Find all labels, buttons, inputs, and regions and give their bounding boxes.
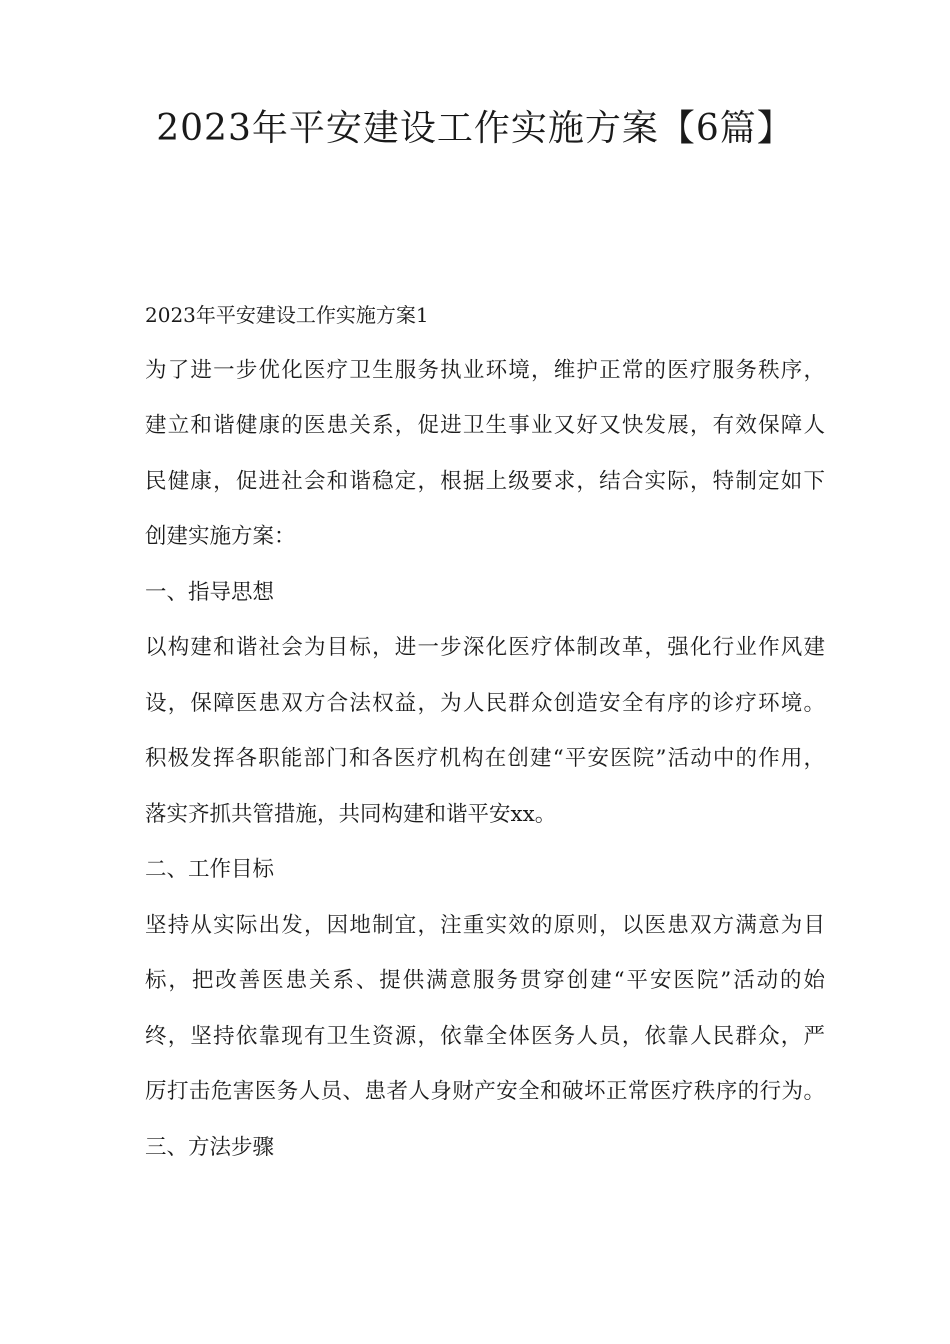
paragraph-line: 终，坚持依靠现有卫生资源，依靠全体医务人员，依靠人民群众，严 xyxy=(145,1023,825,1049)
section-heading: 一、指导思想 xyxy=(145,579,275,605)
paragraph-line: 标，把改善医患关系、提供满意服务贯穿创建“平安医院”活动的始 xyxy=(145,968,825,993)
paragraph-line: 创建实施方案： xyxy=(145,524,296,549)
paragraph-line: 以构建和谐社会为目标，进一步深化医疗体制改革，强化行业作风建 xyxy=(145,635,825,660)
paragraph-line: 为了进一步优化医疗卫生服务执业环境，维护正常的医疗服务秩序， xyxy=(145,357,825,383)
paragraph-line: 厉打击危害医务人员、患者人身财产安全和破坏正常医疗秩序的行为。 xyxy=(145,1079,825,1104)
paragraph-line: 设，保障医患双方合法权益，为人民群众创造安全有序的诊疗环境。 xyxy=(145,690,825,716)
document-body xyxy=(145,300,825,1188)
paragraph-line: 建立和谐健康的医患关系，促进卫生事业又好又快发展，有效保障人 xyxy=(145,413,825,438)
paragraph-line: 积极发挥各职能部门和各医疗机构在创建“平安医院”活动中的作用， xyxy=(145,746,825,771)
paragraph-line: 落实齐抓共管措施，共同构建和谐平安xx。 xyxy=(145,801,557,827)
section-heading: 二、工作目标 xyxy=(145,857,275,882)
document-title: 2023年平安建设工作实施方案【6篇】 xyxy=(156,108,794,149)
paragraph-line: 民健康，促进社会和谐稳定，根据上级要求，结合实际，特制定如下 xyxy=(145,468,825,494)
section-heading: 三、方法步骤 xyxy=(145,1134,275,1160)
paragraph-line: 坚持从实际出发，因地制宜，注重实效的原则，以医患双方满意为目 xyxy=(145,912,825,938)
section-subtitle: 2023年平安建设工作实施方案1 xyxy=(145,303,429,327)
